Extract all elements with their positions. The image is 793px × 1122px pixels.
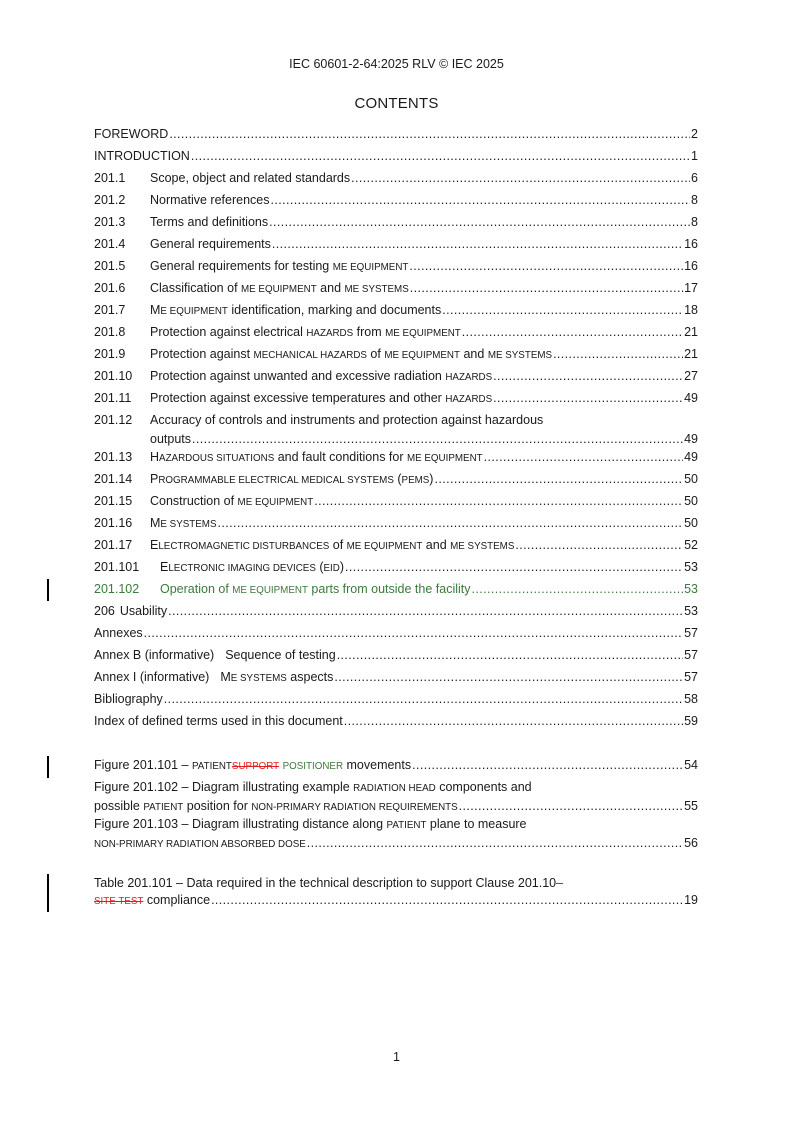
toc-entry-201-8[interactable]: 201.8 Protection against electrical HAZARDS from ME EQUIPMENT ..... 21 [94,324,698,342]
change-bar [47,579,49,601]
toc-entry-201-2[interactable]: 201.2 Normative references ..... 8 [94,192,698,208]
deleted-text: SUPPORT [231,761,280,772]
toc-entry-201-6[interactable]: 201.6 Classification of ME EQUIPMENT and ME SYSTEMS ..... 17 [94,280,698,298]
toc-entry-201-16[interactable]: 201.16 ME SYSTEMS ..... 50 [94,515,698,533]
page-title: CONTENTS [354,95,439,112]
toc-entry-foreword[interactable]: FOREWORD ..... 2 [94,126,698,142]
change-bar [47,756,49,778]
toc-entry-introduction[interactable]: INTRODUCTION ..... 1 [94,148,698,164]
toc-entry-201-10[interactable]: 201.10 Protection against unwanted and excessive radiation HAZARDS ..... 27 [94,368,698,386]
deleted-dash: – [556,876,564,890]
change-bar [47,874,49,912]
toc-entry-201-7[interactable]: 201.7 ME EQUIPMENT identification, marking and documents ..... 18 [94,302,698,320]
toc-entry-201-1[interactable]: 201.1 Scope, object and related standards ..... 6 [94,170,698,186]
toc-entry-201-9[interactable]: 201.9 Protection against MECHANICAL HAZARDS of ME EQUIPMENT and ME SYSTEMS ..... 21 [94,346,698,364]
toc-entry-201-13[interactable]: 201.13 HAZARDOUS SITUATIONS and fault conditions for ME EQUIPMENT ..... 49 [94,449,698,467]
toc-entry-201-15[interactable]: 201.15 Construction of ME EQUIPMENT ..... 50 [94,493,698,511]
toc-entry-201-4[interactable]: 201.4 General requirements ..... 16 [94,236,698,252]
toc-entry-201-11[interactable]: 201.11 Protection against excessive temperatures and other HAZARDS ..... 49 [94,390,698,408]
toc-entry-201-17[interactable]: 201.17 ELECTROMAGNETIC DISTURBANCES of ME EQUIPMENT and ME SYSTEMS ..... 52 [94,537,698,555]
toc-entry-201-101[interactable]: 201.101 ELECTRONIC IMAGING DEVICES (EID) ..... 53 [94,559,698,577]
toc-entry-201-102[interactable]: 201.102 Operation of ME EQUIPMENT parts from outside the facility ..... 53 [94,581,698,599]
figure-entry-201-101[interactable]: Figure 201.101 – PATIENTSUPPORT POSITIONER movements ..... 54 [94,757,698,775]
toc-entry-index[interactable]: Index of defined terms used in this document ..... 59 [94,713,698,729]
toc-entry-annex-b[interactable]: Annex B (informative) Sequence of testing ..... 57 [94,647,698,663]
toc-entry-201-5[interactable]: 201.5 General requirements for testing ME EQUIPMENT ..... 16 [94,258,698,276]
deleted-text: SITE TEST [94,896,144,907]
toc-entry-annex-i[interactable]: Annex I (informative) ME SYSTEMS aspects ..... 57 [94,669,698,687]
toc-entry-201-12[interactable]: 201.12 Accuracy of controls and instruments and protection against hazardous outputs ..... 49 [94,412,698,447]
table-entry-201-101[interactable]: Table 201.101 – Data required in the technical description to support Clause 201.10– SITE TEST compliance ..... 19 [94,875,698,910]
page-number: 1 [393,1050,400,1064]
toc-entry-201-3[interactable]: 201.3 Terms and definitions ..... 8 [94,214,698,230]
document-header: IEC 60601-2-64:2025 RLV © IEC 2025 [289,57,504,71]
toc-entry-annexes[interactable]: Annexes ..... 57 [94,625,698,641]
figure-entry-201-103[interactable]: Figure 201.103 – Diagram illustrating distance along PATIENT plane to measure NON-PRIMARY RADIATION ABSORBED DOSE ..... 56 [94,816,698,853]
toc-entry-206[interactable]: 206 Usability ..... 53 [94,603,698,619]
toc-entry-201-14[interactable]: 201.14 PROGRAMMABLE ELECTRICAL MEDICAL SYSTEMS (PEMS) ..... 50 [94,471,698,489]
inserted-text: POSITIONER [282,761,344,772]
figure-entry-201-102[interactable]: Figure 201.102 – Diagram illustrating example RADIATION HEAD components and possible PATIENT position for NON-PRIMARY RADIATION REQUIREMENTS ..... 55 [94,779,698,816]
toc-entry-bibliography[interactable]: Bibliography ..... 58 [94,691,698,707]
